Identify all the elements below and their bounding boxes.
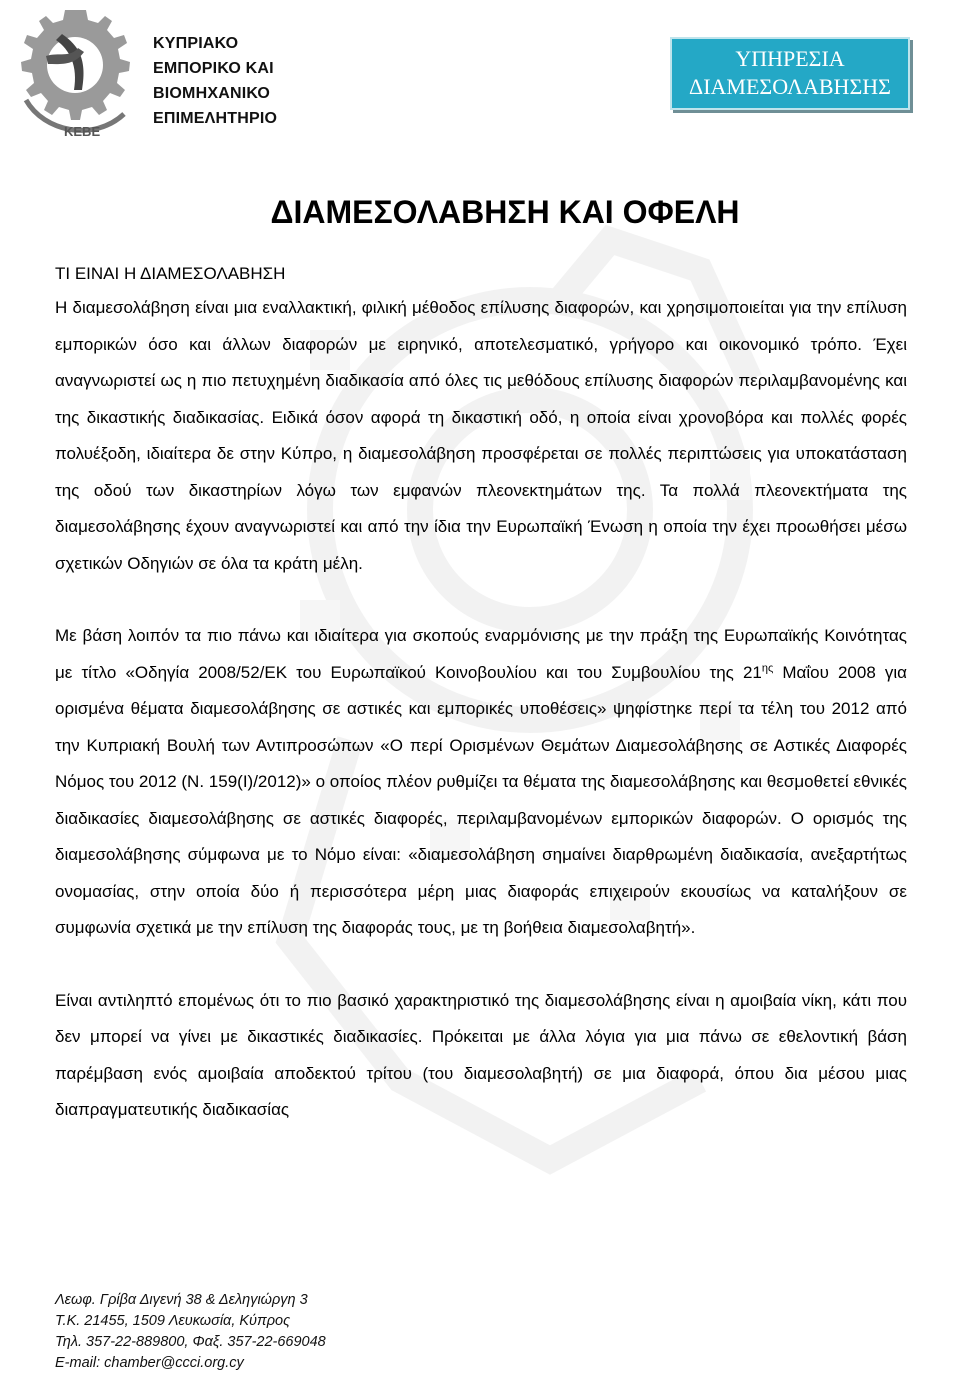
ordinal-superscript: ης [761,661,774,674]
document-title [0,190,960,234]
paragraph-2-part-2: Μαΐου 2008 για ορισμένα θέματα διαμεσολάβησης σε αστικές και εμπορικές υποθέσεις» ψηφίστηκε περί τα τέλη του 2012 από την Κυπριακή Βουλή των Αντιπροσώπων «Ο περί Ορισμένων Θεμάτων Διαμεσολάβησης σε Αστικές Διαφορές Νόμος του 2012 (Ν. 159(Ι)/2012)» ο οποίος πλέον ρυθμίζει τα θέματα της διαμεσολάβησης και θεσμοθετεί εθνικές διαδικασίες διαμεσολάβησης σε αστικές διαφορές, περιλαμβανομένων εμπορικών διαφορών. Ο ορισμός της διαμεσολάβησης σύμφωνα με το Νόμο είναι: «διαμεσολάβηση σημαίνει διαρθρωμένη διαδικασία, ανεξαρτήτως ονομασίας, στην οποία δύο ή περισσότερα μέρη μιας διαφοράς επιχειρούν εκουσίως να καταλήξουν σε συμφωνία σχετικά με την επίλυση της διαφοράς τους, με τη βοήθεια διαμεσολαβητή». [55,662,907,937]
document-body [55,262,907,1129]
org-name-line-4: ΕΠΙΜΕΛΗΤΗΡΙΟ [153,110,278,127]
footer-phone: Τηλ. 357-22-889800, Φαξ. 357-22-669048 [55,1334,326,1350]
paragraph-2 [55,618,907,947]
org-name-line-2: ΕΜΠΟΡΙΚΟ ΚΑΙ [153,60,274,77]
paragraph-1: Η διαμεσολάβηση είναι μια εναλλακτική, φιλική μέθοδος επίλυσης διαφορών, και χρησιμοποιείται για την επίλυση εμπορικών όσο και άλλων διαφορών με ειρηνικό, αποτελεσματικό, γρήγορο και οικονομικό τρόπο. Έχει αναγνωριστεί ως η πιο πετυχημένη διαδικασία από όλες τις μεθόδους επίλυσης διαφορών περιλαμβανομένης και της δικαστικής διαδικασίας. Ειδικά όσον αφορά τη δικαστική οδό, η οποία είναι χρονοβόρα και πολλές φορές πολυέξοδη, ιδιαίτερα δε στην Κύπρο, η διαμεσολάβηση προσφέρεται σε πολλές περιπτώσεις για υποκατάσταση της οδού των δικαστηρίων λόγω των εμφανών πλεονεκτημάτων της. Τα πολλά πλεονεκτήματα της διαμεσολάβησης έχουν αναγνωριστεί και από την ίδια την Ευρωπαϊκή Ένωση η οποία την έχει προωθήσει μέσω σχετικών Οδηγιών σε όλα τα κράτη μέλη. [55,298,907,573]
organization-name [153,31,333,131]
footer-email: E-mail: chamber@ccci.org.cy [55,1355,244,1371]
footer-address: Λεωφ. Γρίβα Διγενή 38 & Δεληγιώργη 3 [55,1292,308,1308]
org-name-line-3: ΒΙΟΜΗΧΑΝΙΚΟ [153,85,271,102]
document-title-text: ΔΙΑΜΕΣΟΛΑΒΗΣΗ ΚΑΙ ΟΦΕΛΗ [270,194,740,230]
section-heading: ΤΙ ΕΙΝΑΙ Η ΔΙΑΜΕΣΟΛΑΒΗΣΗ [55,264,286,283]
footer-contact [55,1290,455,1374]
service-banner [670,37,910,110]
logo-text: ΚΕΒΕ [64,124,101,139]
service-banner-line-1: ΥΠΗΡΕΣΙΑ [735,46,845,71]
service-banner-line-2: ΔΙΑΜΕΣΟΛΑΒΗΣΗΣ [689,74,891,99]
paragraph-2-part-1: Με βάση λοιπόν τα πιο πάνω και ιδιαίτερα για σκοπούς εναρμόνισης με την πράξη της Ευρωπαϊκής Κοινότητας με τίτλο «Οδηγία 2008/52/ΕΚ του Ευρωπαϊκού Κοινοβουλίου και του Συμβουλίου της 21 [55,626,907,682]
chamber-logo [4,4,152,154]
org-name-line-1: ΚΥΠΡΙΑΚΟ [153,35,239,52]
footer-postal: Τ.Κ. 21455, 1509 Λευκωσία, Κύπρος [55,1313,291,1329]
paragraph-3: Είναι αντιληπτό επομένως ότι το πιο βασικό χαρακτηριστικό της διαμεσολάβησης είναι η αμοιβαία νίκη, κάτι που δεν μπορεί να γίνει με δικαστικές διαδικασίες. Πρόκειται με άλλα λόγια για μια πάνω σε εθελοντική βάση παρέμβαση ενός αμοιβαία αποδεκτού τρίτου (του διαμεσολαβητή) σε μια διαφορά, όπου δια μέσου μιας διαπραγματευτικής διαδικασίας [55,990,907,1119]
